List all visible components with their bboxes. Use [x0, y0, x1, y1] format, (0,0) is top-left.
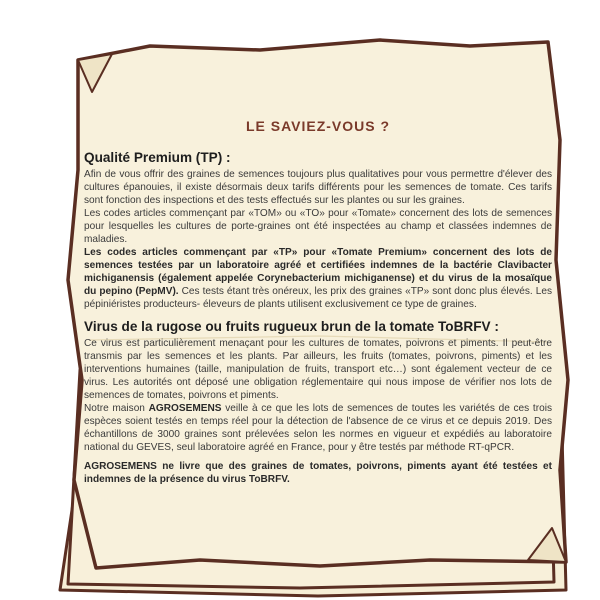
paragraph-virus-agrosemens-post: veille à ce que les lots de semences de toutes les variétés de ces trois espèces soient testés en temps réel pour la détection de l'absence de ce virus et ce depuis 2019. Des échantillons de 3000 graines sont prélevées selon les normes en vigueur et expédiés au laboratoire national du GEVES, seul laboratoire agréé en France, pour y être testés par méthode RT-qPCR. [84, 403, 552, 453]
section-title-qualite-premium: Qualité Premium (TP) : [84, 150, 231, 165]
section-title-virus: Virus de la rugose ou fruits rugueux brun de la tomate ToBRFV : [84, 319, 499, 334]
paragraph-qualite-tom-codes: Les codes articles commençant par «TOM» ou «TO» pour «Tomate» concernent des lots de semences pour lesquelles les cultures de porte-graines ont été inspectées au champ et classées indemnes de maladies. [84, 208, 552, 245]
brand-name: AGROSEMENS [148, 403, 222, 414]
section-qualite-premium [84, 150, 552, 311]
paragraph-virus-conclusion [84, 460, 552, 486]
paragraph-qualite-tp-bold: Les codes articles commençant par «TP» pour «Tomate Premium» concernent des lots de semences testées par un laboratoire agréé et certifiées indemnes de la bactérie Clavibacter michiganensis (également appelée Corynebacterium michiganense) et du virus de la mosaïque du pepino (PepMV). [84, 247, 552, 297]
page-heading: LE SAVIEZ-VOUS ? [245, 118, 391, 134]
paragraph-qualite-tp-rest: Ces tests étant très onéreux, les prix des graines «TP» sont donc plus élevés. Les pépiniéristes producteurs- éleveurs de plants utilisent exclusivement ce type de graines. [84, 286, 552, 310]
section-virus-tobrfv [84, 319, 552, 486]
paragraph-virus-intro: Ce virus est particulièrement menaçant pour les cultures de tomates, poivrons et piments. Il peut-être transmis par les semences et les plants. Par ailleurs, les fruits (tomates, poivrons, piments) et les interventions humaines (taille, manipulation de fruits, transport etc…) sont également vecteur de ce virus. Les autorités ont déposé une obligation réglementaire qui nous impose de vérifier nos lots de semences de tomates, poivrons et piments. [84, 338, 552, 401]
paper-content [84, 118, 552, 486]
paragraph-qualite-tp-codes [84, 246, 552, 311]
paragraph-virus-conclusion-bold: AGROSEMENS ne livre que des graines de tomates, poivrons, piments ayant été testées et indemnes de la présence du virus ToBRFV. [84, 461, 552, 485]
paragraph-virus-agrosemens-pre: Notre maison [84, 403, 149, 414]
paragraph-qualite-intro: Afin de vous offrir des graines de semences toujours plus qualitatives pour vous permettre d'élever des cultures épanouies, il existe désormais deux tarifs différents pour les semences de tomate. Ces tarifs sont fonction des inspections et des tests effectués sur les plantes ou sur les graines. [84, 169, 552, 206]
paragraph-virus-agrosemens [84, 402, 552, 454]
